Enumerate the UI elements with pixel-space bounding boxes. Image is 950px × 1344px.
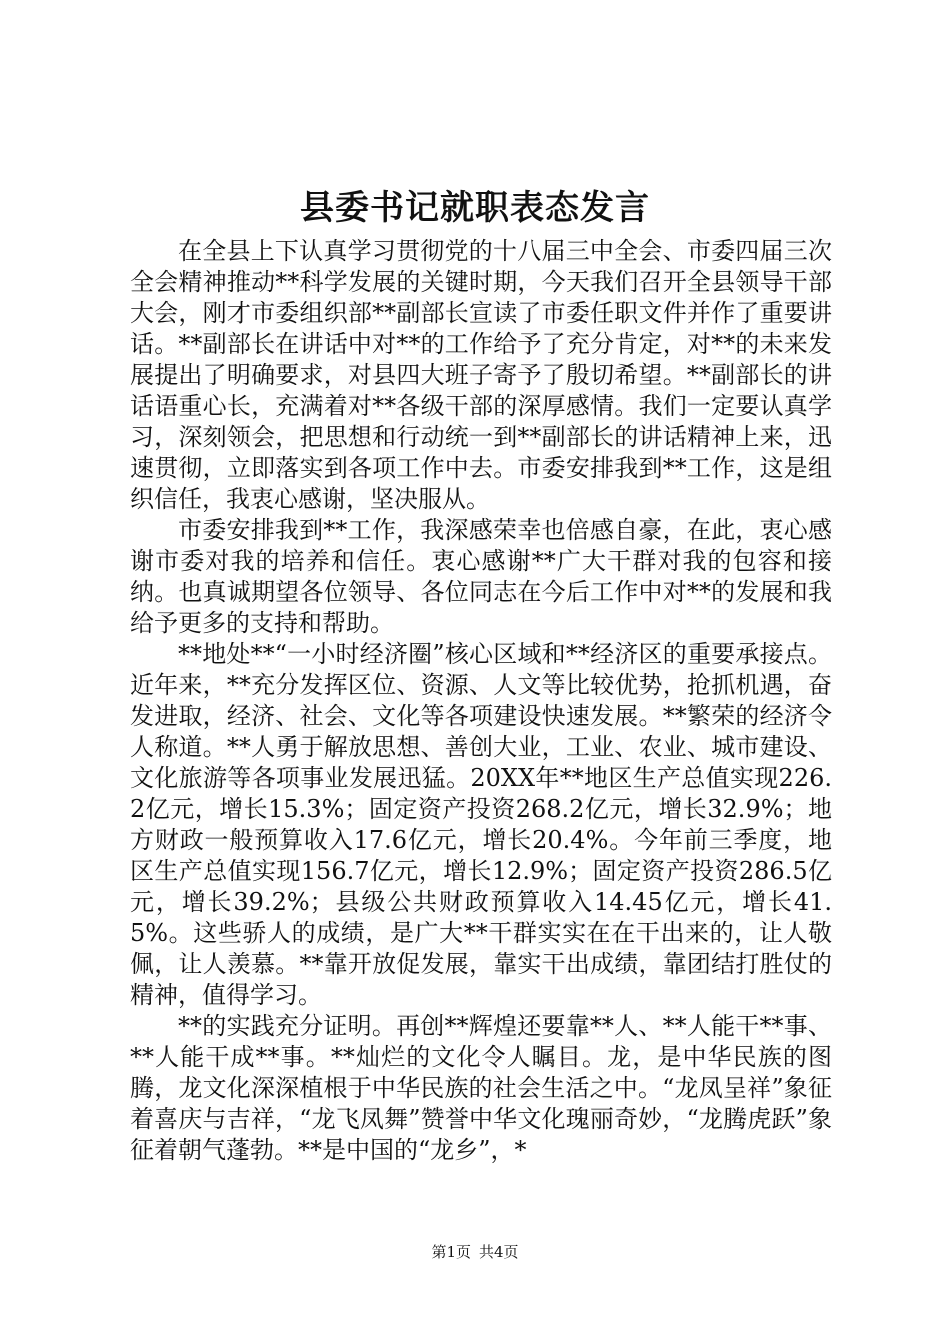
paragraph: **的实践充分证明。再创**辉煌还要靠**人、**人能干**事、**人能干成**事。**灿烂的文化令人瞩目。龙，是中华民族的图腾，龙文化深深植根于中华民族的社会生活之中。“龙凤呈祥”象征着喜庆与吉祥，“龙飞凤舞”赞誉中华文化瑰丽奇妙，“龙腾虎跃”象征着朝气蓬勃。**是中国的“龙乡”，* — [130, 1012, 832, 1164]
page-number: 第1页 — [431, 1243, 471, 1261]
paragraph: 在全县上下认真学习贯彻党的十八届三中全会、市委四届三次全会精神推动**科学发展的关键时期，今天我们召开全县领导干部大会，刚才市委组织部**副部长宣读了市委任职文件并作了重要讲话。**副部长在讲话中对**的工作给予了充分肯定，对**的未来发展提出了明确要求，对县四大班子寄予了殷切希望。**副部长的讲话语重心长，充满着对**各级干部的深厚感情。我们一定要认真学习，深刻领会，把思想和行动统一到**副部长的讲话精神上来，迅速贯彻，立即落实到各项工作中去。市委安排我到**工作，这是组织信任，我衷心感谢，坚决服从。 — [130, 237, 832, 513]
paragraph: **地处**“一小时经济圈”核心区域和**经济区的重要承接点。近年来，**充分发挥区位、资源、人文等比较优势，抢抓机遇，奋发进取，经济、社会、文化等各项建设快速发展。**繁荣的经济令人称道。**人勇于解放思想、善创大业，工业、农业、城市建设、文化旅游等各项事业发展迅猛。20XX年**地区生产总值实现226.2亿元，增长15.3%；固定资产投资268.2亿元，增长32.9%；地方财政一般预算收入17.6亿元，增长20.4%。今年前三季度，地区生产总值实现156.7亿元，增长12.9%；固定资产投资286.5亿元，增长39.2%；县级公共财政预算收入14.45亿元，增长41.5%。这些骄人的成绩，是广大**干群实实在在干出来的，让人敬佩，让人羡慕。**靠开放促发展，靠实干出成绩，靠团结打胜仗的精神，值得学习。 — [130, 640, 832, 1009]
document-body — [130, 236, 832, 1166]
paragraph: 市委安排我到**工作，我深感荣幸也倍感自豪，在此，衷心感谢市委对我的培养和信任。衷心感谢**广大干群对我的包容和接纳。也真诚期望各位领导、各位同志在今后工作中对**的发展和我给予更多的支持和帮助。 — [130, 516, 832, 637]
document-title: 县委书记就职表态发言 — [300, 188, 650, 228]
page-footer — [0, 1240, 950, 1264]
page-total: 共4页 — [479, 1243, 519, 1261]
